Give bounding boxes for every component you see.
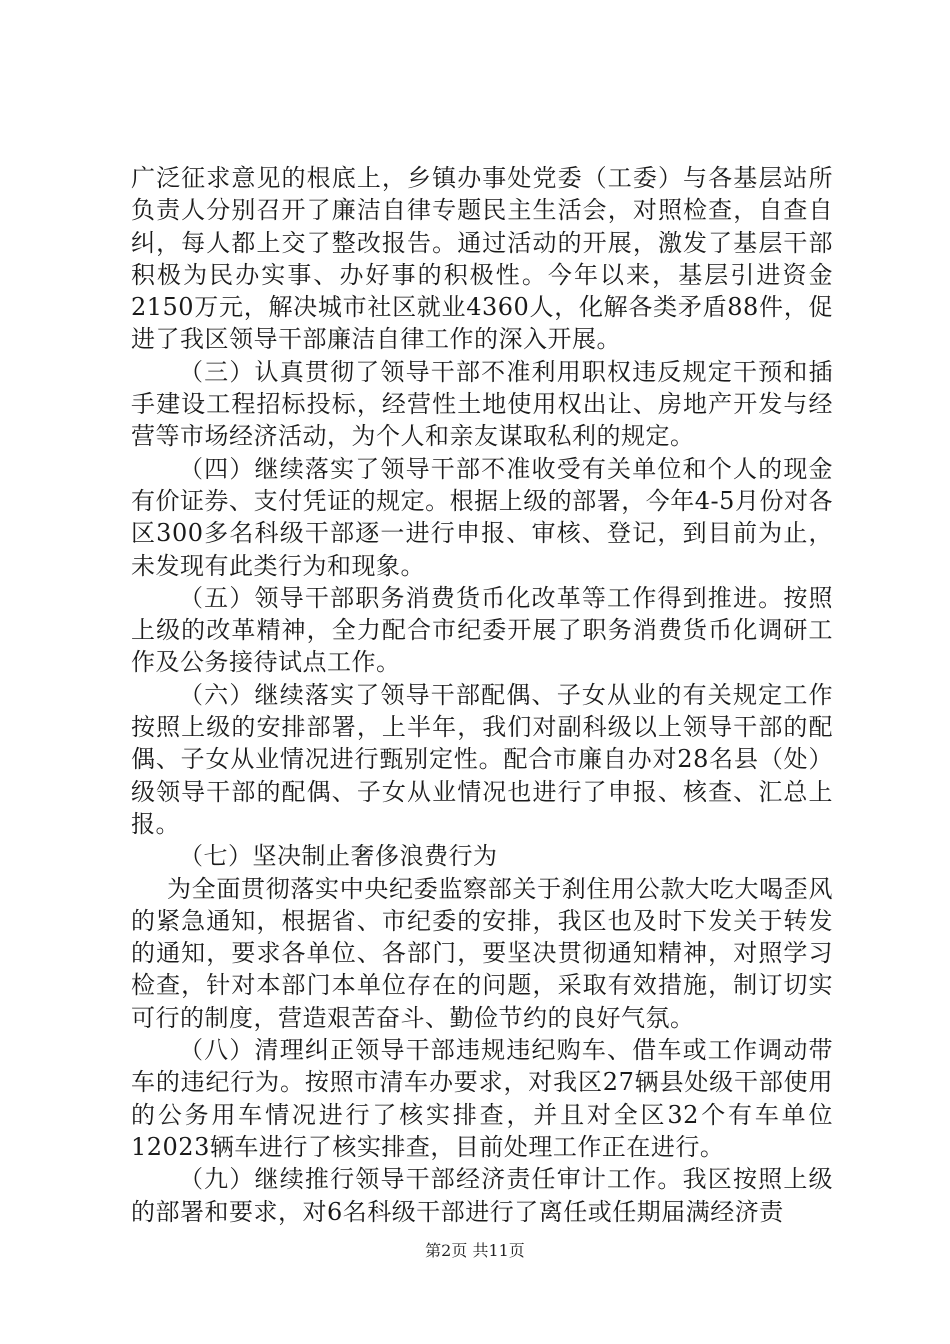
page-number-footer: 第2页 共11页 — [425, 1241, 525, 1260]
paragraph-section-5: （五）领导干部职务消费货币化改革等工作得到推进。按照上级的改革精神，全力配合市纪委开展了职务消费货币化调研工作及公务接待试点工作。 — [131, 583, 833, 677]
heading-section-7: （七）坚决制止奢侈浪费行为 — [179, 842, 498, 871]
paragraph-section-6: （六）继续落实了领导干部配偶、子女从业的有关规定工作按照上级的安排部署，上半年，我们对副科级以上领导干部的配偶、子女从业情况进行甄别定性。配合市廉自办对28名县（处）级领导干部的配偶、子女从业情况也进行了申报、核查、汇总上报。 — [131, 680, 833, 838]
document-body — [131, 162, 833, 1228]
paragraph-section-3: （三）认真贯彻了领导干部不准利用职权违反规定干预和插手建设工程招标投标，经营性土地使用权出让、房地产开发与经营等市场经济活动，为个人和亲友谋取私利的规定。 — [131, 357, 833, 451]
paragraph-section-9: （九）继续推行领导干部经济责任审计工作。我区按照上级的部署和要求，对6名科级干部进行了离任或任期届满经济责 — [131, 1165, 833, 1226]
paragraph-continuation: 广泛征求意见的根底上，乡镇办事处党委（工委）与各基层站所负责人分别召开了廉洁自律专题民主生活会，对照检查，自查自纠，每人都上交了整改报告。通过活动的开展，激发了基层干部积极为民办实事、办好事的积极性。今年以来，基层引进资金2150万元，解决城市社区就业4360人，化解各类矛盾88件，促进了我区领导干部廉洁自律工作的深入开展。 — [131, 164, 833, 354]
paragraph-section-7-body: 为全面贯彻落实中央纪委监察部关于刹住用公款大吃大喝歪风的紧急通知，根据省、市纪委的安排，我区也及时下发关于转发的通知，要求各单位、各部门，要坚决贯彻通知精神，对照学习检查，针对本部门本单位存在的问题，采取有效措施，制订切实可行的制度，营造艰苦奋斗、勤俭节约的良好气氛。 — [131, 874, 833, 1032]
paragraph-section-4: （四）继续落实了领导干部不准收受有关单位和个人的现金有价证券、支付凭证的规定。根据上级的部署，今年4-5月份对各区300多名科级干部逐一进行申报、审核、登记，到目前为止，未发现有此类行为和现象。 — [131, 454, 833, 580]
paragraph-section-8: （八）清理纠正领导干部违规违纪购车、借车或工作调动带车的违纪行为。按照市清车办要求，对我区27辆县处级干部使用的公务用车情况进行了核实排查，并且对全区32个有车单位12023辆车进行了核实排查，目前处理工作正在进行。 — [131, 1036, 833, 1161]
